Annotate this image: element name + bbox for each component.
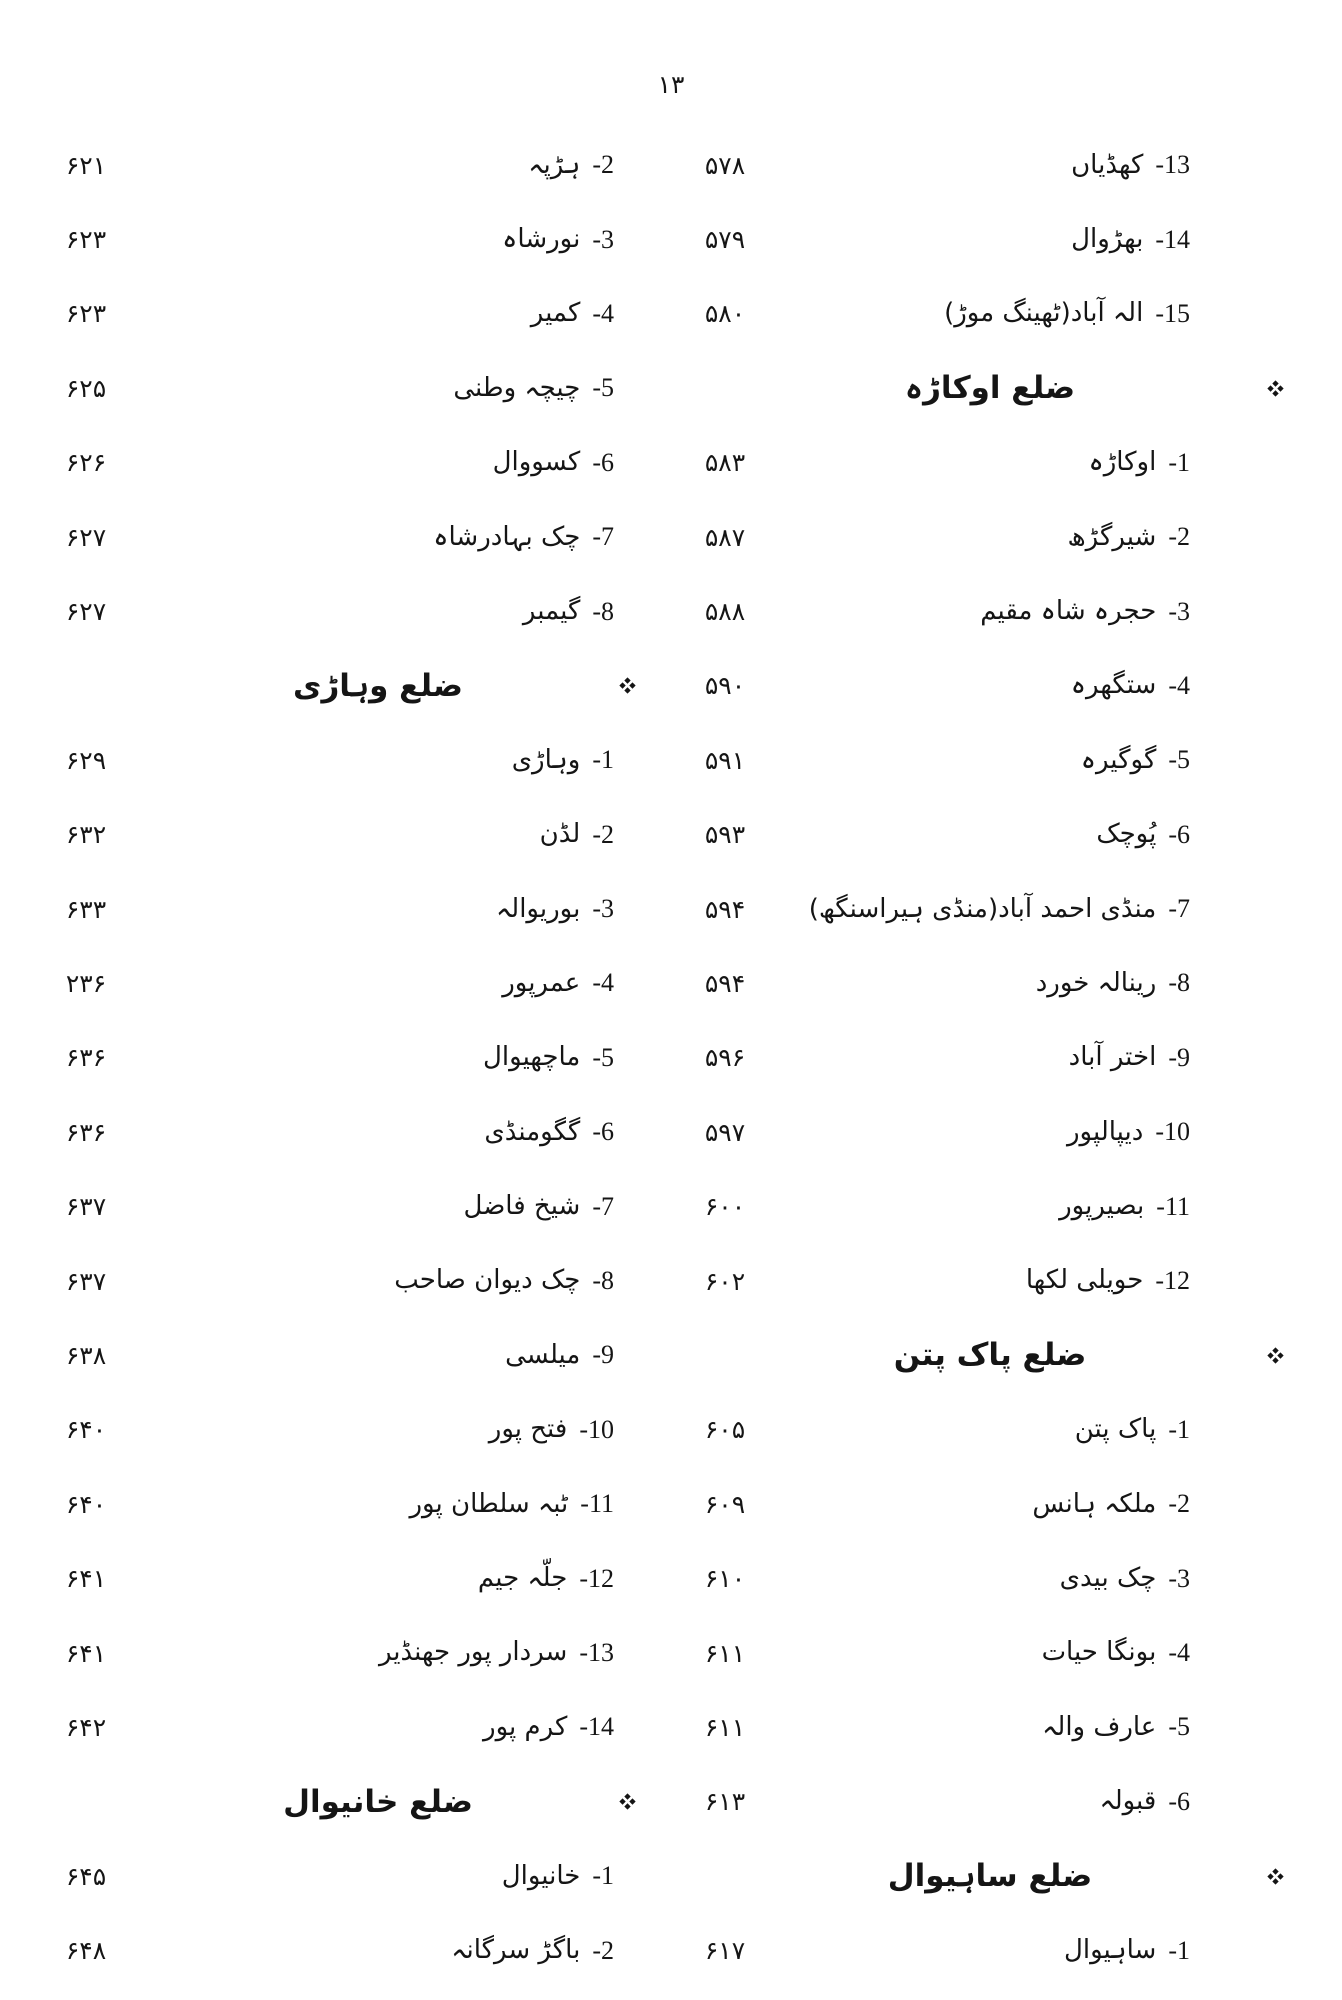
- entry-name: بصیرپور: [1059, 1191, 1145, 1222]
- section-header-row: [660, 1839, 1290, 1913]
- entry-text-cell: [790, 1117, 1190, 1148]
- entry-number: -6: [1168, 1786, 1190, 1816]
- entry-number: -1: [592, 1861, 614, 1891]
- entry-name: ستگھرہ: [1070, 670, 1157, 701]
- entry-name: پُوچک: [1096, 819, 1157, 850]
- section-marker-cell: [1190, 1913, 1290, 1987]
- entry-name: گیمبر: [522, 595, 581, 626]
- toc-column-left: [30, 128, 642, 1988]
- entry-text-cell: [790, 224, 1190, 255]
- page-number-value: ۵۸۳: [704, 448, 746, 478]
- entry-text-cell: [142, 522, 614, 553]
- toc-entry-row: [30, 574, 642, 648]
- entry-text-cell: [142, 1489, 614, 1520]
- section-marker-cell: [1190, 277, 1290, 351]
- section-marker-cell: [1190, 649, 1290, 723]
- toc-entry-row: [660, 574, 1290, 648]
- entry-number: -13: [579, 1638, 614, 1667]
- entry-number: -2: [592, 150, 614, 180]
- section-marker-cell: [614, 1541, 642, 1615]
- entry-number: -1: [592, 745, 614, 775]
- section-marker-cell: [614, 202, 642, 276]
- section-header-row: [660, 351, 1290, 425]
- entry-text-cell: [142, 447, 614, 478]
- toc-entry-row: [30, 946, 642, 1020]
- page-number-value: ۶۲۷: [65, 597, 107, 627]
- entry-name: ساہیوال: [1063, 1934, 1157, 1965]
- entry-text-cell: [142, 224, 614, 255]
- page-number-value: ۶۰۲: [704, 1266, 746, 1296]
- toc-entry-row: [30, 1467, 642, 1541]
- section-marker-cell: [614, 351, 642, 425]
- entry-name: بونگا حیات: [1041, 1637, 1157, 1668]
- entry-name: فتح پور: [488, 1414, 568, 1445]
- entry-name: عارف والہ: [1042, 1711, 1157, 1742]
- page-number-value: ۶۰۰: [704, 1192, 746, 1222]
- entry-text-cell: [790, 894, 1190, 925]
- entry-name: خانیوال: [501, 1860, 581, 1891]
- entry-number: -9: [592, 1340, 614, 1370]
- section-title: ضلع پاک پتن: [893, 1337, 1087, 1374]
- entry-number: -1: [1168, 1935, 1190, 1965]
- page-number-value: ۵۷۸: [704, 150, 746, 180]
- page-number-value: ۵۹۱: [704, 745, 746, 775]
- entry-number: -4: [592, 968, 614, 998]
- section-marker-cell: [614, 1169, 642, 1243]
- entry-name: شیخ فاضل: [463, 1191, 581, 1222]
- entry-text-cell: [790, 371, 1190, 405]
- page-number-value: ۶۲۱: [65, 150, 107, 180]
- section-marker-cell: [1190, 1095, 1290, 1169]
- entry-name: کمیر: [530, 298, 581, 329]
- section-marker-cell: [1190, 1244, 1290, 1318]
- entry-name: بوریوالہ: [496, 893, 581, 924]
- page-number-value: ۶۳۳: [65, 894, 107, 924]
- entry-name: حویلی لکھا: [1025, 1265, 1144, 1296]
- entry-text-cell: [790, 1042, 1190, 1073]
- entry-text-cell: [142, 968, 614, 999]
- page-number-value: ۶۴۰: [65, 1415, 107, 1445]
- section-marker-cell: [614, 946, 642, 1020]
- entry-text-cell: [142, 669, 614, 703]
- entry-text-cell: [790, 522, 1190, 553]
- section-title: ضلع وہاڑی: [293, 667, 463, 704]
- toc-column-right: [660, 128, 1290, 1988]
- section-marker-cell: [614, 426, 642, 500]
- section-title: ضلع خانیوال: [283, 1783, 473, 1820]
- page-number-value: ۶۳۶: [65, 1043, 107, 1073]
- section-marker-cell: [1190, 1467, 1290, 1541]
- entry-text-cell: [142, 373, 614, 404]
- page-number-value: ۵۹۷: [704, 1117, 746, 1147]
- section-title: ضلع اوکاڑہ: [904, 370, 1076, 407]
- toc-entry-row: [30, 1541, 642, 1615]
- entry-text-cell: [142, 298, 614, 329]
- entry-number: -10: [1155, 1117, 1190, 1147]
- toc-entry-row: [660, 1169, 1290, 1243]
- entry-text-cell: [790, 1563, 1190, 1594]
- section-marker-cell: [614, 128, 642, 202]
- four-diamonds-icon: [619, 1793, 636, 1810]
- toc-entry-row: [30, 351, 642, 425]
- section-marker-cell: [614, 1913, 642, 1987]
- four-diamonds-icon: [1267, 1347, 1284, 1364]
- entry-number: -6: [592, 447, 614, 477]
- entry-number: -14: [1155, 224, 1190, 254]
- entry-name: دیپالپور: [1066, 1116, 1144, 1147]
- page-number-value: ۵۹۴: [704, 968, 746, 998]
- entry-text-cell: [142, 596, 614, 627]
- entry-name: وہاڑی: [511, 744, 581, 775]
- toc-entry-row: [30, 202, 642, 276]
- entry-name: لڈن: [539, 819, 581, 850]
- section-title: ضلع ساہیوال: [887, 1858, 1093, 1895]
- toc-entry-row: [660, 426, 1290, 500]
- page-number-value: ۶۰۵: [704, 1415, 746, 1445]
- toc-entry-row: [660, 946, 1290, 1020]
- entry-number: -7: [1168, 894, 1190, 924]
- entry-name: کسووال: [492, 447, 581, 478]
- page-number-value: ۶۳۶: [65, 1117, 107, 1147]
- page-number-value: ۶۴۵: [65, 1861, 107, 1891]
- entry-number: -2: [592, 1935, 614, 1965]
- page-number-value: ۶۴۰: [65, 1489, 107, 1519]
- entry-number: -5: [592, 1042, 614, 1072]
- page-number-value: ۵۹۶: [704, 1043, 746, 1073]
- entry-text-cell: [142, 1340, 614, 1371]
- entry-text-cell: [790, 150, 1190, 181]
- section-marker-cell: [1190, 426, 1290, 500]
- section-marker-cell: [1190, 1169, 1290, 1243]
- toc-entry-row: [660, 277, 1290, 351]
- toc-entry-row: [30, 1095, 642, 1169]
- section-marker-cell: [614, 1393, 642, 1467]
- entry-number: -9: [1168, 1042, 1190, 1072]
- page-number-value: ۶۳۲: [65, 820, 107, 850]
- toc-entry-row: [660, 723, 1290, 797]
- section-marker-cell: [1190, 723, 1290, 797]
- toc-entry-row: [30, 798, 642, 872]
- page-number-value: ۵۹۴: [704, 894, 746, 924]
- section-marker-cell: [614, 574, 642, 648]
- toc-entry-row: [660, 500, 1290, 574]
- section-marker-cell: [614, 1690, 642, 1764]
- entry-number: -2: [1168, 522, 1190, 552]
- page-number-value: ۶۴۱: [65, 1638, 107, 1668]
- page-number-value: ۶۲۳: [65, 299, 107, 329]
- entry-number: -7: [592, 522, 614, 552]
- four-diamonds-icon: [1267, 1868, 1284, 1885]
- entry-text-cell: [790, 1786, 1190, 1817]
- page-number-value: ۶۲۶: [65, 448, 107, 478]
- toc-entry-row: [30, 1616, 642, 1690]
- toc-entry-row: [660, 1765, 1290, 1839]
- entry-number: -13: [1155, 150, 1190, 180]
- entry-number: -5: [1168, 1712, 1190, 1742]
- entry-number: -8: [1168, 968, 1190, 998]
- entry-name: قبولہ: [1099, 1786, 1157, 1817]
- toc-entry-row: [660, 1541, 1290, 1615]
- entry-number: -2: [592, 819, 614, 849]
- section-marker-cell: [1190, 946, 1290, 1020]
- entry-name: ٹبہ سلطان پور: [409, 1488, 569, 1519]
- page-number-value: ۶۲۳: [65, 225, 107, 255]
- section-marker-cell: [1190, 500, 1290, 574]
- toc-entry-row: [30, 500, 642, 574]
- toc-entry-row: [660, 1244, 1290, 1318]
- entry-text-cell: [142, 1712, 614, 1743]
- entry-number: -5: [1168, 745, 1190, 775]
- entry-number: -1: [1168, 1414, 1190, 1444]
- toc-entry-row: [30, 128, 642, 202]
- entry-number: -4: [1168, 670, 1190, 700]
- entry-text-cell: [142, 1563, 614, 1594]
- page-number-value: ۶۱۱: [704, 1638, 746, 1668]
- toc-entry-row: [660, 649, 1290, 723]
- entry-name: کرم پور: [483, 1711, 568, 1742]
- entry-number: -4: [1168, 1638, 1190, 1667]
- entry-text-cell: [142, 1117, 614, 1148]
- page-number-value: ۲۳۶: [65, 968, 107, 998]
- section-marker-cell: [1190, 1393, 1290, 1467]
- entry-name: چیچہ وطنی: [453, 372, 581, 403]
- section-marker-cell: [614, 1839, 642, 1913]
- entry-number: -11: [580, 1489, 614, 1519]
- entry-number: -6: [1168, 819, 1190, 849]
- section-marker-cell: [614, 872, 642, 946]
- entry-text-cell: [790, 1489, 1190, 1520]
- entry-text-cell: [790, 1414, 1190, 1445]
- toc-entry-row: [30, 1021, 642, 1095]
- toc-entry-row: [660, 1467, 1290, 1541]
- section-marker-cell: [1190, 202, 1290, 276]
- page-number-value: ۶۴۲: [65, 1712, 107, 1742]
- section-marker-cell: [1190, 798, 1290, 872]
- toc-entry-row: [660, 798, 1290, 872]
- entry-name: حجرہ شاہ مقیم: [980, 595, 1157, 626]
- entry-name: شیرگڑھ: [1067, 521, 1157, 552]
- page-number-value: ۶۲۵: [65, 373, 107, 403]
- entry-name: سردار پور جھنڈیر: [378, 1637, 568, 1668]
- entry-text-cell: [142, 1935, 614, 1966]
- page-number: ۱۳: [657, 70, 685, 99]
- entry-name: گوگیرہ: [1080, 744, 1157, 775]
- entry-name: نورشاہ: [502, 223, 581, 254]
- entry-text-cell: [790, 1265, 1190, 1296]
- toc-entry-row: [660, 1095, 1290, 1169]
- toc-entry-row: [30, 872, 642, 946]
- entry-text-cell: [790, 968, 1190, 999]
- entry-name: پاک پتن: [1074, 1414, 1157, 1445]
- entry-text-cell: [142, 1191, 614, 1222]
- page-number-value: ۶۱۱: [704, 1712, 746, 1742]
- entry-number: -7: [592, 1191, 614, 1221]
- entry-text-cell: [142, 1785, 614, 1819]
- section-marker-cell: [614, 1318, 642, 1392]
- page-number-value: ۶۱۷: [704, 1936, 746, 1966]
- four-diamonds-icon: [619, 677, 636, 694]
- page-number-value: ۶۲۹: [65, 745, 107, 775]
- entry-number: -14: [579, 1712, 614, 1742]
- entry-text-cell: [142, 1042, 614, 1073]
- section-marker-cell: [614, 1021, 642, 1095]
- entry-text-cell: [142, 1637, 614, 1668]
- section-marker-cell: [1190, 1616, 1290, 1690]
- section-marker-cell: [614, 500, 642, 574]
- entry-name: الہ آباد(ٹھینگ موڑ): [944, 298, 1144, 329]
- page-number-value: ۶۴۸: [65, 1936, 107, 1966]
- entry-text-cell: [142, 150, 614, 181]
- entry-name: ہڑپہ: [528, 149, 581, 180]
- entry-name: بھڑوال: [1071, 223, 1144, 254]
- page-number-value: ۶۲۷: [65, 522, 107, 552]
- entry-number: -11: [1156, 1191, 1190, 1221]
- entry-number: -2: [1168, 1489, 1190, 1519]
- entry-name: عمرپور: [502, 967, 581, 998]
- toc-entry-row: [660, 872, 1290, 946]
- entry-text-cell: [790, 670, 1190, 701]
- toc-entry-row: [30, 277, 642, 351]
- page-number-value: ۵۹۰: [704, 671, 746, 701]
- entry-name: چک بیدی: [1059, 1563, 1157, 1594]
- section-marker-cell: [614, 277, 642, 351]
- entry-number: -6: [592, 1117, 614, 1147]
- entry-text-cell: [790, 745, 1190, 776]
- section-marker-cell: [1190, 351, 1290, 425]
- section-header-row: [660, 1318, 1290, 1392]
- entry-number: -12: [1155, 1266, 1190, 1296]
- entry-name: منڈی احمد آباد(منڈی ہیراسنگھ): [808, 893, 1157, 924]
- entry-number: -12: [579, 1563, 614, 1593]
- entry-text-cell: [790, 596, 1190, 627]
- page-number-value: ۵۸۰: [704, 299, 746, 329]
- toc-entry-row: [660, 1616, 1290, 1690]
- entry-text-cell: [790, 1712, 1190, 1743]
- page-number-value: ۵۸۸: [704, 597, 746, 627]
- entry-number: -4: [592, 298, 614, 328]
- entry-text-cell: [142, 894, 614, 925]
- section-marker-cell: [1190, 872, 1290, 946]
- entry-number: -3: [592, 224, 614, 254]
- entry-text-cell: [790, 1191, 1190, 1222]
- entry-name: ماچھیوال: [483, 1042, 581, 1073]
- entry-name: گگومنڈی: [484, 1116, 581, 1147]
- section-marker-cell: [1190, 1765, 1290, 1839]
- entry-number: -15: [1155, 298, 1190, 328]
- toc-entry-row: [660, 1913, 1290, 1987]
- page-number-value: ۵۸۷: [704, 522, 746, 552]
- toc-entry-row: [30, 1318, 642, 1392]
- section-header-row: [30, 1765, 642, 1839]
- section-marker-cell: [1190, 128, 1290, 202]
- entry-name: میلسی: [505, 1339, 581, 1370]
- section-marker-cell: [1190, 1318, 1290, 1392]
- toc-entry-row: [30, 1690, 642, 1764]
- section-marker-cell: [614, 1616, 642, 1690]
- entry-text-cell: [790, 1338, 1190, 1372]
- entry-text-cell: [142, 1414, 614, 1445]
- entry-name: باگڑ سرگانہ: [451, 1934, 581, 1965]
- toc-entry-row: [30, 1393, 642, 1467]
- entry-name: اختر آباد: [1068, 1042, 1157, 1073]
- entry-name: اوکاڑہ: [1088, 447, 1157, 478]
- entry-text-cell: [790, 1935, 1190, 1966]
- toc-entry-row: [30, 1839, 642, 1913]
- page-number-value: ۶۳۸: [65, 1340, 107, 1370]
- section-marker-cell: [614, 723, 642, 797]
- section-marker-cell: [614, 1095, 642, 1169]
- toc-entry-row: [660, 1690, 1290, 1764]
- page-number-value: ۶۳۷: [65, 1266, 107, 1296]
- toc-entry-row: [30, 723, 642, 797]
- entry-number: -3: [592, 894, 614, 924]
- page-number-value: ۶۴۱: [65, 1564, 107, 1594]
- page-number-value: ۶۱۳: [704, 1787, 746, 1817]
- entry-number: -10: [579, 1414, 614, 1444]
- entry-name: چک دیوان صاحب: [394, 1265, 581, 1296]
- entry-text-cell: [790, 1637, 1190, 1668]
- entry-text-cell: [790, 447, 1190, 478]
- section-marker-cell: [614, 649, 642, 723]
- toc-entry-row: [660, 1021, 1290, 1095]
- entry-number: -3: [1168, 1563, 1190, 1593]
- toc-entry-row: [30, 426, 642, 500]
- toc-entry-row: [30, 1244, 642, 1318]
- entry-text-cell: [142, 1265, 614, 1296]
- section-marker-cell: [614, 1244, 642, 1318]
- four-diamonds-icon: [1267, 380, 1284, 397]
- section-marker-cell: [1190, 1690, 1290, 1764]
- entry-number: -8: [592, 1266, 614, 1296]
- entry-text-cell: [142, 745, 614, 776]
- section-header-row: [30, 649, 642, 723]
- page-number-value: ۵۷۹: [704, 225, 746, 255]
- toc-entry-row: [660, 128, 1290, 202]
- page-number-value: ۶۱۰: [704, 1564, 746, 1594]
- section-marker-cell: [1190, 1541, 1290, 1615]
- entry-text-cell: [790, 298, 1190, 329]
- page-number-value: ۵۹۳: [704, 820, 746, 850]
- entry-number: -8: [592, 596, 614, 626]
- entry-number: -1: [1168, 447, 1190, 477]
- page-number-value: ۶۰۹: [704, 1489, 746, 1519]
- section-marker-cell: [1190, 1021, 1290, 1095]
- entry-text-cell: [142, 1861, 614, 1892]
- entry-name: کھڈیاں: [1071, 149, 1144, 180]
- entry-name: جلّہ جیم: [477, 1563, 568, 1594]
- entry-name: ملکہ ہانس: [1032, 1488, 1157, 1519]
- entry-number: -5: [592, 373, 614, 403]
- toc-entry-row: [660, 1393, 1290, 1467]
- section-marker-cell: [1190, 1839, 1290, 1913]
- entry-number: -3: [1168, 596, 1190, 626]
- toc-entry-row: [660, 202, 1290, 276]
- section-marker-cell: [614, 1467, 642, 1541]
- page-number-value: ۶۳۷: [65, 1192, 107, 1222]
- section-marker-cell: [614, 1765, 642, 1839]
- entry-text-cell: [790, 819, 1190, 850]
- toc-entry-row: [30, 1169, 642, 1243]
- entry-name: رینالہ خورد: [1035, 967, 1157, 998]
- section-marker-cell: [1190, 574, 1290, 648]
- entry-text-cell: [790, 1859, 1190, 1893]
- section-marker-cell: [614, 798, 642, 872]
- toc-entry-row: [30, 1913, 642, 1987]
- entry-text-cell: [142, 819, 614, 850]
- entry-name: چک بہادرشاہ: [433, 521, 581, 552]
